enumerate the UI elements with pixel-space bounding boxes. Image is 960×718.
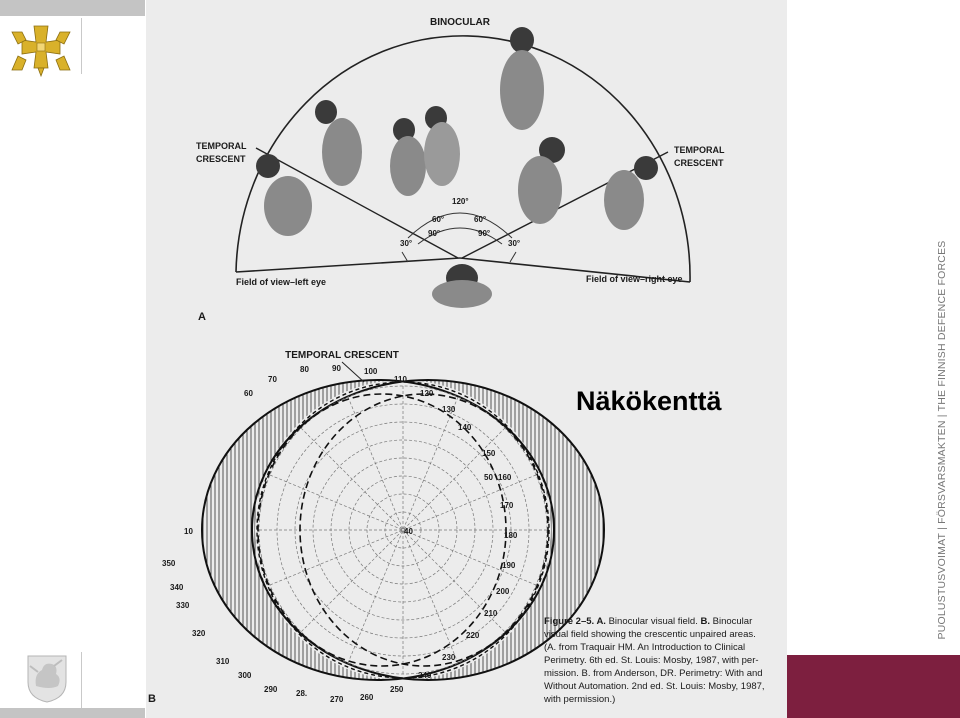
- deg-330: 330: [176, 601, 190, 610]
- deg-100: 100: [364, 367, 378, 376]
- maroon-footer-block: [786, 655, 960, 718]
- deg-250: 250: [390, 685, 404, 694]
- fov-right-label: Field of view–right eye: [586, 274, 683, 284]
- deg-210: 210: [484, 609, 498, 618]
- temporal-left-label-1: TEMPORAL: [196, 141, 247, 151]
- temporal-right-label-2: CRESCENT: [674, 158, 724, 168]
- top-gray-bar: [0, 0, 145, 16]
- deg-190: 190: [502, 561, 516, 570]
- defence-forces-cross-logo: [8, 22, 74, 78]
- deg-310: 310: [216, 657, 230, 666]
- deg-130: 130: [442, 405, 456, 414]
- panel-a-field-arc: [236, 36, 690, 282]
- caption-line-7: with permission.): [544, 694, 616, 705]
- caption-line-4: Perimetry. 6th ed. St. Louis: Mosby, 1987, with per-: [544, 655, 759, 666]
- caption-line-3: (A. from Traquair HM. An Introduction to Clinical: [544, 642, 746, 653]
- figure-caption: [543, 616, 765, 705]
- panel-a-binocular-field: [146, 0, 787, 340]
- deg-320: 320: [192, 629, 206, 638]
- panel-b-letter: B: [148, 693, 156, 705]
- deg-180: 180: [504, 531, 518, 540]
- deg-150: 150: [482, 449, 496, 458]
- deg-40: 40: [404, 527, 413, 536]
- deg-350: 350: [162, 559, 176, 568]
- deg-110: 110: [394, 375, 407, 384]
- deg-290: 290: [264, 685, 278, 694]
- angle-30-right-label: 30°: [508, 239, 521, 248]
- deg-300: 300: [238, 671, 252, 680]
- angle-60-right-label: 60°: [474, 215, 487, 224]
- angle-60-left-label: 60°: [432, 215, 445, 224]
- divider-line: [81, 652, 82, 708]
- temporal-crescent-pointer: [342, 362, 364, 382]
- angle-30-left-label: 30°: [400, 239, 413, 248]
- deg-70: 70: [268, 375, 277, 384]
- deg-240: 240: [418, 671, 432, 680]
- deg-140: 140: [458, 423, 472, 432]
- deg-50: 50: [484, 473, 493, 482]
- deg-10: 10: [184, 527, 193, 536]
- caption-line-2: visual field showing the crescentic unpaired areas.: [544, 629, 756, 640]
- temporal-right-label-1: TEMPORAL: [674, 145, 725, 155]
- deg-170: 170: [500, 501, 514, 510]
- divider-line: [81, 18, 82, 74]
- angle-90-right-label: 90°: [478, 229, 491, 238]
- deg-230: 230: [442, 653, 456, 662]
- lion-emblem-icon: [24, 652, 70, 704]
- bottom-gray-bar: [0, 708, 145, 718]
- deg-280: 28.: [296, 689, 308, 698]
- binocular-label: BINOCULAR: [430, 17, 490, 28]
- deg-60: 60: [244, 389, 253, 398]
- fov-left-label: Field of view–left eye: [236, 277, 327, 287]
- deg-90: 90: [332, 364, 341, 373]
- angle-90-left-label: 90°: [428, 229, 441, 238]
- angle-arc-120: [408, 213, 512, 238]
- temporal-crescent-label: TEMPORAL CRESCENT: [285, 350, 399, 361]
- caption-line-5: mission. B. from Anderson, DR. Perimetry: With and: [544, 668, 763, 679]
- slide-title: Näkökenttä: [576, 386, 722, 416]
- organization-name-text: PUOLUSTUSVOIMAT | FÖRSVARSMAKTEN | THE FINNISH DEFENCE FORCES: [936, 240, 948, 640]
- deg-120: 120: [420, 389, 434, 398]
- caption-line-1: Figure 2–5. A. Binocular visual field. B. Binocular: [544, 616, 753, 627]
- deg-220: 220: [466, 631, 480, 640]
- deg-160: 160: [498, 473, 512, 482]
- angle-120-label: 120°: [452, 197, 469, 206]
- panel-a-letter: A: [198, 311, 206, 323]
- deg-270: 270: [330, 695, 344, 704]
- people-figures: [256, 27, 658, 308]
- caption-line-6: Without Automation. 2nd ed. St. Louis: Mosby, 1987,: [544, 681, 765, 692]
- temporal-left-label-2: CRESCENT: [196, 154, 246, 164]
- deg-340: 340: [170, 583, 184, 592]
- deg-80: 80: [300, 365, 309, 374]
- deg-260: 260: [360, 693, 374, 702]
- deg-200: 200: [496, 587, 510, 596]
- panel-a-left-base: [236, 258, 460, 272]
